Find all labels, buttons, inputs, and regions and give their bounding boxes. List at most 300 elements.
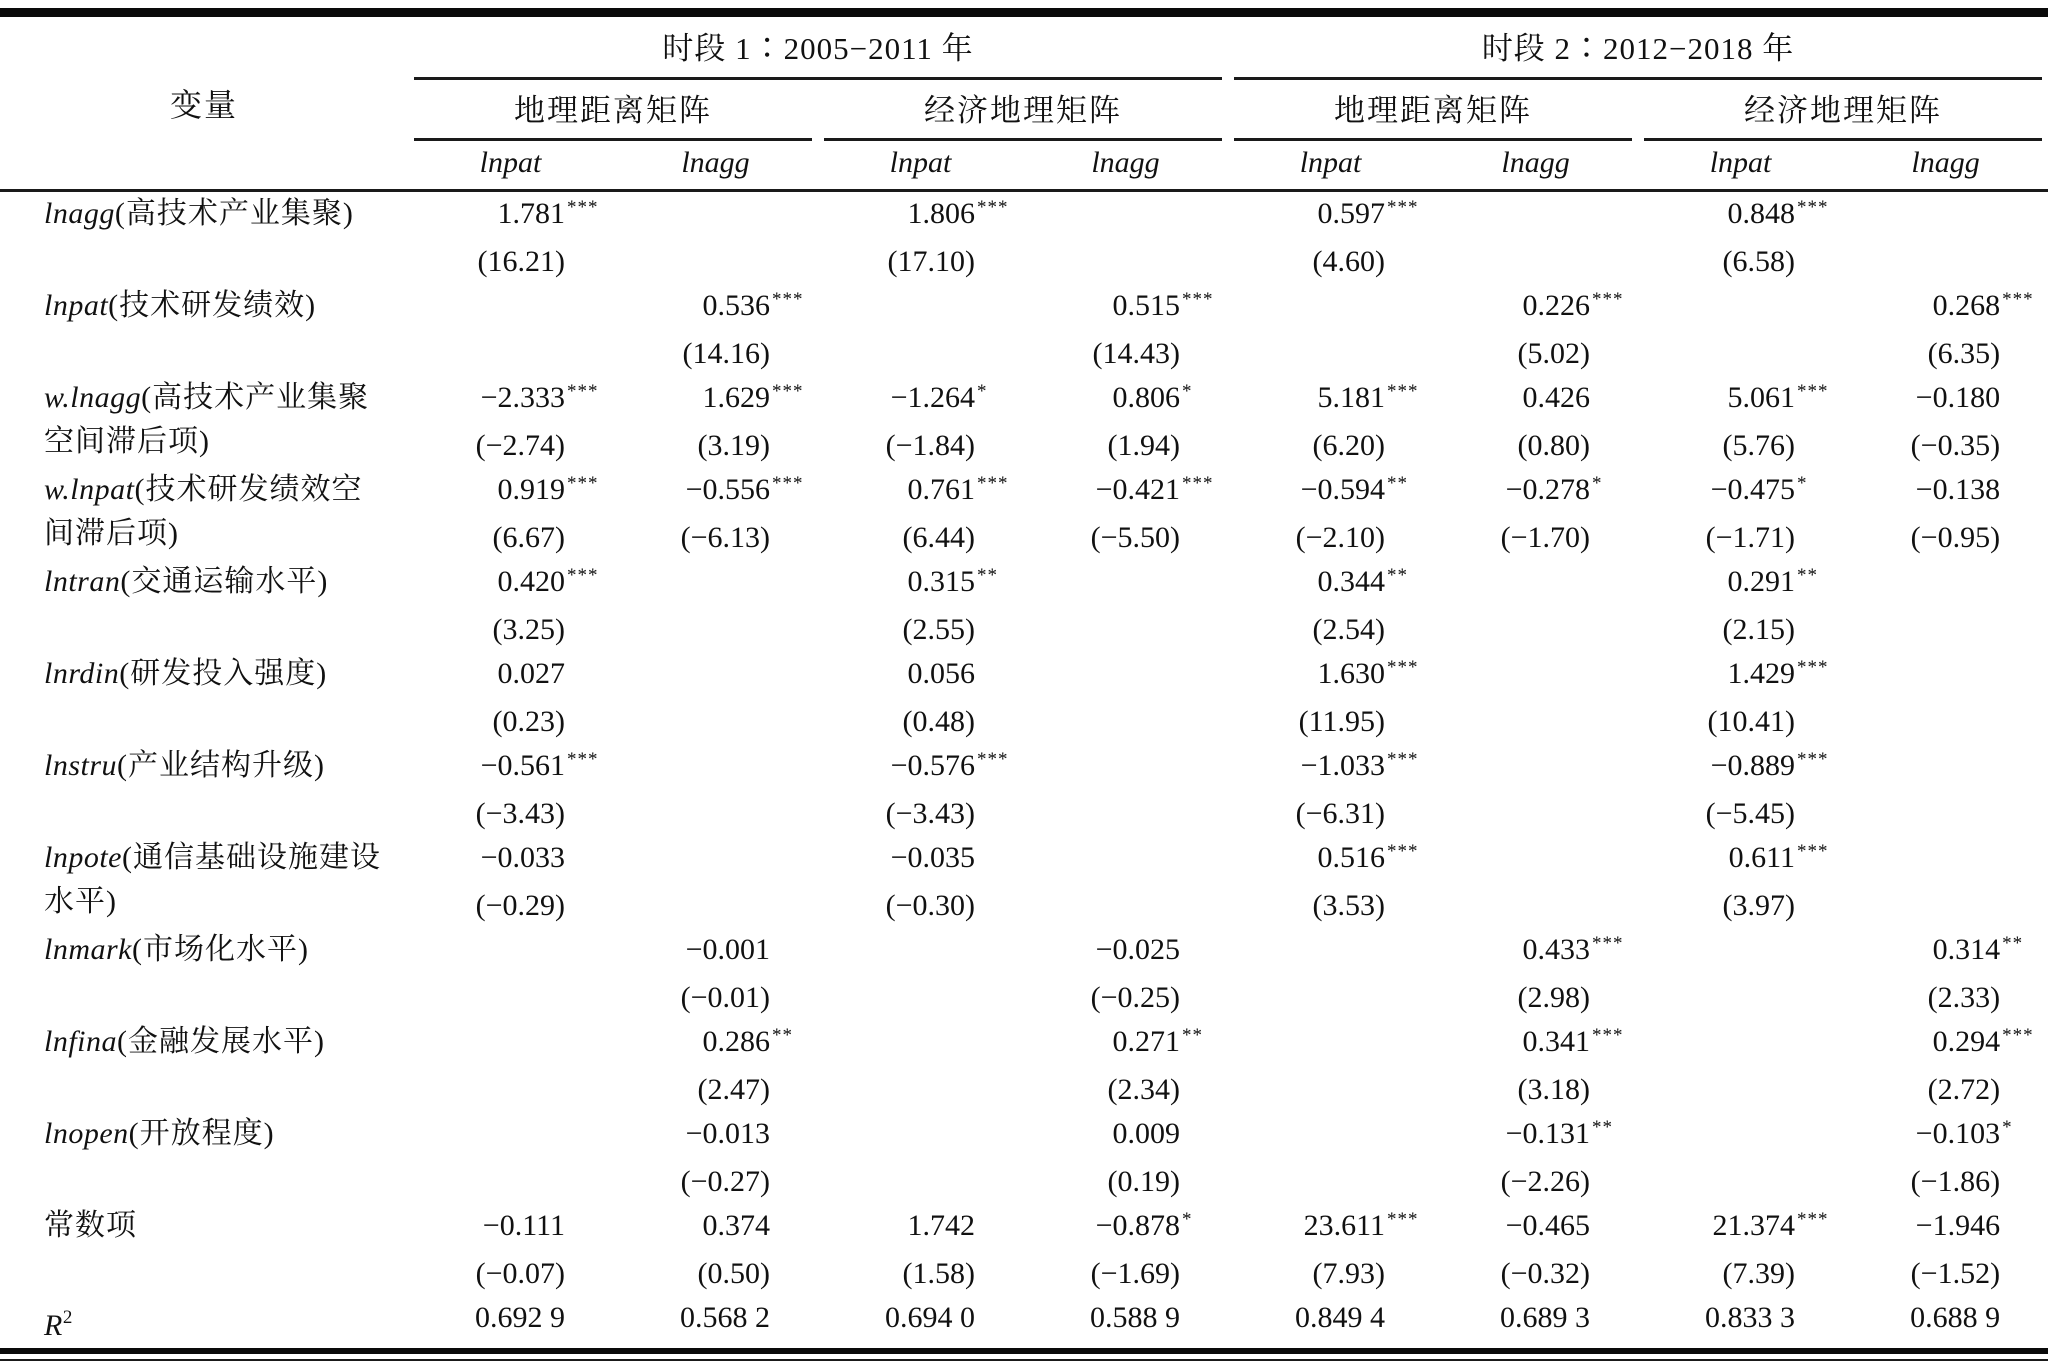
coef-cell: [1433, 191, 1638, 241]
significance-stars: ***: [567, 749, 599, 770]
tstat-value: (2.72): [1927, 1073, 2001, 1106]
coef-value: 1.429: [1727, 657, 1796, 690]
coef-value: 0.515: [1112, 289, 1181, 322]
tstat-value: (6.20): [1312, 429, 1386, 462]
tstat-value: (3.53): [1312, 889, 1386, 922]
coef-cell: [1843, 284, 2048, 332]
coef-value: −0.278: [1505, 473, 1591, 506]
coef-value: −0.103: [1915, 1117, 2001, 1150]
variable-name: w.lnpat: [44, 473, 135, 506]
tstat-cell: [1843, 1160, 2048, 1204]
variable-name: lnfina: [44, 1025, 118, 1058]
coef-value: 0.689 3: [1500, 1301, 1591, 1334]
coef-value: 0.341: [1522, 1025, 1591, 1058]
coef-cell: [818, 376, 1023, 424]
coef-value: −0.025: [1095, 933, 1181, 966]
coef-cell: [1023, 928, 1228, 976]
tstat-value: (−0.95): [1910, 521, 2001, 554]
coef-cell: [1433, 1112, 1638, 1160]
dep-var-header: lnagg: [1911, 146, 1980, 179]
tstat-cell: [408, 884, 613, 928]
coef-cell: [613, 1204, 818, 1252]
significance-stars: ***: [1387, 197, 1419, 218]
significance-stars: ***: [977, 473, 1009, 494]
coef-value: −2.333: [480, 381, 565, 414]
coef-cell: [613, 744, 818, 792]
coef-cell: [1228, 744, 1433, 792]
table-row: [0, 836, 2048, 884]
tstat-value: (14.16): [682, 337, 770, 370]
table-row: [0, 284, 2048, 332]
significance-stars: ***: [567, 381, 599, 402]
coef-cell: [1228, 191, 1433, 241]
coef-cell: [1433, 468, 1638, 516]
tstat-cell: [1843, 332, 2048, 376]
coef-cell: [408, 836, 613, 884]
coef-cell: [1228, 468, 1433, 516]
coef-cell: [408, 1020, 613, 1068]
table-row: [0, 1020, 2048, 1068]
coef-value: 1.742: [907, 1209, 975, 1242]
significance-stars: ***: [1387, 1209, 1419, 1230]
coef-cell: [1433, 284, 1638, 332]
coef-value: 0.568 2: [680, 1301, 770, 1334]
coef-value: 0.833 3: [1705, 1301, 1796, 1334]
coef-cell: [818, 1204, 1023, 1252]
coef-value: −0.035: [890, 841, 975, 874]
row-label: [0, 1296, 408, 1348]
significance-stars: ***: [567, 197, 599, 218]
row-label: [0, 744, 408, 836]
tstat-value: (2.98): [1517, 981, 1591, 1014]
label-superscript: 2: [62, 1307, 74, 1328]
tstat-cell: [1843, 516, 2048, 560]
dep-var-header: lnpat: [1299, 146, 1362, 179]
coef-cell: [613, 652, 818, 700]
tstat-value: (0.80): [1517, 429, 1591, 462]
significance-stars: ***: [772, 473, 804, 494]
tstat-cell: [1023, 700, 1228, 744]
tstat-cell: [408, 608, 613, 652]
coef-cell: [818, 1112, 1023, 1160]
dep-var-header: lnagg: [1091, 146, 1160, 179]
coef-cell: [613, 468, 818, 516]
significance-stars: ***: [977, 749, 1009, 770]
coef-value: 1.630: [1317, 657, 1386, 690]
p1-geo-matrix-header: [408, 80, 818, 141]
tstat-value: (−0.07): [475, 1257, 565, 1290]
coef-cell: [818, 1296, 1023, 1348]
coef-cell: [408, 560, 613, 608]
coef-cell: [1433, 560, 1638, 608]
period1-label: 时段 1∶2005−2011 年: [414, 17, 1222, 80]
coef-value: 0.294: [1932, 1025, 2001, 1058]
coef-cell: [1023, 1020, 1228, 1068]
coef-cell: [1638, 560, 1843, 608]
p1-eco-matrix-header: [818, 80, 1228, 141]
coef-value: −1.264: [890, 381, 975, 414]
variable-description: (开放程度): [128, 1117, 275, 1150]
coef-cell: [1843, 744, 2048, 792]
variable-name: lnpat: [44, 289, 109, 322]
coef-value: 0.597: [1317, 197, 1386, 230]
coef-cell: [1638, 191, 1843, 241]
tstat-cell: [1638, 1068, 1843, 1112]
tstat-value: (−5.45): [1705, 797, 1796, 830]
row-label: [0, 560, 408, 652]
coef-cell: [1228, 376, 1433, 424]
significance-stars: *: [977, 381, 988, 402]
coef-cell: [1023, 284, 1228, 332]
variable-name: R: [44, 1309, 63, 1342]
significance-stars: ***: [977, 197, 1009, 218]
coef-cell: [818, 836, 1023, 884]
significance-stars: *: [1182, 381, 1193, 402]
tstat-value: (6.44): [902, 521, 975, 554]
tstat-cell: [818, 1252, 1023, 1296]
tstat-value: (3.18): [1517, 1073, 1591, 1106]
coef-value: −1.033: [1300, 749, 1386, 782]
row-label: [0, 1020, 408, 1112]
tstat-value: (6.35): [1927, 337, 2001, 370]
tstat-cell: [613, 700, 818, 744]
tstat-value: (17.10): [887, 245, 975, 278]
coef-cell: [1023, 836, 1228, 884]
significance-stars: **: [1387, 473, 1409, 494]
coef-value: 0.315: [907, 565, 975, 598]
row-label: [0, 376, 408, 468]
significance-stars: ***: [1592, 1025, 1624, 1046]
coef-value: 0.291: [1727, 565, 1796, 598]
coef-value: 0.761: [907, 473, 975, 506]
tstat-cell: [1023, 516, 1228, 560]
tstat-value: (−0.35): [1910, 429, 2001, 462]
tstat-cell: [1843, 1252, 2048, 1296]
period2-header: [1228, 13, 2048, 81]
coef-value: 5.061: [1727, 381, 1796, 414]
tstat-cell: [1638, 884, 1843, 928]
significance-stars: *: [1592, 473, 1603, 494]
coef-cell: [408, 652, 613, 700]
tstat-cell: [1433, 608, 1638, 652]
p2-geo-matrix-header: [1228, 80, 1638, 141]
coef-cell: [1433, 744, 1638, 792]
table-row: [0, 468, 2048, 516]
coef-value: 0.056: [907, 657, 975, 690]
coef-value: 23.611: [1303, 1209, 1386, 1242]
coef-value: −1.946: [1915, 1209, 2001, 1242]
tstat-value: (−1.69): [1090, 1257, 1181, 1290]
significance-stars: ***: [1797, 381, 1829, 402]
coef-cell: [818, 284, 1023, 332]
period2-label: 时段 2∶2012−2018 年: [1234, 17, 2042, 80]
coef-cell: [1023, 1112, 1228, 1160]
variable-description: 常数项: [44, 1209, 137, 1242]
coef-cell: [818, 744, 1023, 792]
tstat-value: (−6.31): [1295, 797, 1386, 830]
variable-description: (金融发展水平): [117, 1025, 325, 1058]
tstat-value: (0.23): [492, 705, 565, 738]
tstat-cell: [613, 1160, 818, 1204]
coef-cell: [613, 284, 818, 332]
coef-value: 0.271: [1112, 1025, 1181, 1058]
variable-name: w.lnagg: [44, 381, 142, 414]
coef-cell: [818, 928, 1023, 976]
coef-cell: [1843, 376, 2048, 424]
coef-cell: [818, 191, 1023, 241]
tstat-value: (4.60): [1312, 245, 1386, 278]
coef-value: 0.433: [1522, 933, 1591, 966]
significance-stars: ***: [1797, 197, 1829, 218]
coef-value: 0.286: [702, 1025, 770, 1058]
significance-stars: *: [1797, 473, 1808, 494]
significance-stars: ***: [772, 289, 804, 310]
coef-cell: [613, 560, 818, 608]
significance-stars: ***: [1182, 289, 1214, 310]
tstat-value: (6.58): [1722, 245, 1796, 278]
tstat-cell: [408, 976, 613, 1020]
tstat-value: (2.55): [902, 613, 975, 646]
coef-cell: [1023, 744, 1228, 792]
table-header: [0, 13, 2048, 191]
coef-cell: [1433, 1296, 1638, 1348]
coef-cell: [1228, 1112, 1433, 1160]
coef-cell: [1023, 1296, 1228, 1348]
coef-value: 0.516: [1317, 841, 1386, 874]
variable-description: (研发投入强度): [119, 657, 328, 690]
tstat-cell: [1433, 700, 1638, 744]
tstat-value: (0.48): [902, 705, 975, 738]
coef-cell: [1843, 191, 2048, 241]
tstat-value: (2.33): [1927, 981, 2001, 1014]
coef-value: −0.001: [685, 933, 770, 966]
tstat-cell: [613, 1068, 818, 1112]
tstat-value: (7.93): [1312, 1257, 1386, 1290]
coef-cell: [1638, 836, 1843, 884]
coef-cell: [613, 376, 818, 424]
variable-name: lnopen: [44, 1117, 129, 1150]
coef-cell: [1638, 284, 1843, 332]
coef-value: −0.111: [482, 1209, 565, 1242]
coef-cell: [613, 1112, 818, 1160]
row-label: [0, 468, 408, 560]
significance-stars: ***: [567, 565, 599, 586]
dep-var-header: lnagg: [681, 146, 750, 179]
coef-cell: [1843, 836, 2048, 884]
coef-cell: [1638, 1204, 1843, 1252]
tstat-value: (−3.43): [885, 797, 975, 830]
variable-name: lnstru: [44, 749, 118, 782]
significance-stars: **: [772, 1025, 793, 1046]
dep-var-header: lnpat: [479, 146, 542, 179]
row-label: [0, 1204, 408, 1296]
coef-cell: [1023, 652, 1228, 700]
table-row: [0, 191, 2048, 241]
tstat-value: (2.54): [1312, 613, 1386, 646]
tstat-value: (7.39): [1722, 1257, 1796, 1290]
tstat-value: (−1.84): [885, 429, 975, 462]
regression-table: [0, 8, 2048, 1348]
coef-cell: [1023, 376, 1228, 424]
coef-cell: [1638, 652, 1843, 700]
significance-stars: **: [2002, 933, 2024, 954]
coef-cell: [1638, 744, 1843, 792]
tstat-cell: [613, 884, 818, 928]
coef-value: 1.781: [497, 197, 565, 230]
tstat-cell: [408, 240, 613, 284]
coef-cell: [1023, 1204, 1228, 1252]
tstat-value: (1.94): [1107, 429, 1181, 462]
tstat-cell: [1433, 1160, 1638, 1204]
coef-value: 0.848: [1727, 197, 1796, 230]
tstat-value: (−3.43): [475, 797, 565, 830]
significance-stars: ***: [1797, 749, 1829, 770]
coef-value: 0.226: [1522, 289, 1591, 322]
tstat-cell: [818, 608, 1023, 652]
coef-cell: [1228, 284, 1433, 332]
coef-value: −0.465: [1505, 1209, 1591, 1242]
tstat-value: (2.15): [1722, 613, 1796, 646]
variable-description: (交通运输水平): [120, 565, 329, 598]
tstat-cell: [1843, 700, 2048, 744]
tstat-cell: [1023, 1068, 1228, 1112]
dep-var-header: lnagg: [1501, 146, 1570, 179]
significance-stars: ***: [567, 473, 599, 494]
coef-cell: [1843, 1296, 2048, 1348]
coef-cell: [1228, 836, 1433, 884]
significance-stars: ***: [1387, 381, 1419, 402]
coef-value: −0.131: [1505, 1117, 1591, 1150]
tstat-cell: [1228, 240, 1433, 284]
coef-value: 1.806: [907, 197, 975, 230]
coef-cell: [1433, 928, 1638, 976]
significance-stars: ***: [2002, 289, 2034, 310]
coef-value: 0.806: [1112, 381, 1181, 414]
row-label: [0, 928, 408, 1020]
table-row: [0, 652, 2048, 700]
tstat-value: (−1.70): [1500, 521, 1591, 554]
coef-value: −0.594: [1300, 473, 1386, 506]
coef-cell: [1433, 652, 1638, 700]
coef-cell: [1433, 1204, 1638, 1252]
coef-value: −0.033: [480, 841, 565, 874]
variable-name: lntran: [44, 565, 121, 598]
tstat-value: (−0.29): [475, 889, 565, 922]
coef-value: 0.694 0: [885, 1301, 975, 1334]
eco-matrix-label: 经济地理矩阵: [824, 80, 1222, 141]
tstat-cell: [818, 792, 1023, 836]
coef-value: −0.421: [1095, 473, 1181, 506]
coef-cell: [408, 928, 613, 976]
coef-cell: [1228, 1296, 1433, 1348]
p2-eco-matrix-header: [1638, 80, 2048, 141]
tstat-cell: [1433, 516, 1638, 560]
variable-name: lnrdin: [44, 657, 120, 690]
tstat-value: (2.47): [697, 1073, 770, 1106]
tstat-value: (14.43): [1092, 337, 1181, 370]
coef-value: −0.013: [685, 1117, 770, 1150]
tstat-value: (16.21): [477, 245, 565, 278]
tstat-cell: [1433, 332, 1638, 376]
significance-stars: ***: [1592, 289, 1624, 310]
coef-cell: [818, 560, 1023, 608]
tstat-cell: [1023, 884, 1228, 928]
tstat-cell: [1023, 792, 1228, 836]
coef-value: 0.849 4: [1295, 1301, 1386, 1334]
coef-value: 0.692 9: [475, 1301, 565, 1334]
tstat-cell: [818, 884, 1023, 928]
variable-name: lnagg: [44, 197, 115, 230]
tstat-value: (−2.10): [1295, 521, 1386, 554]
coef-cell: [1843, 1020, 2048, 1068]
coef-cell: [1843, 560, 2048, 608]
variable-description: (技术研发绩效): [108, 289, 317, 322]
significance-stars: ***: [1387, 657, 1419, 678]
tstat-cell: [613, 608, 818, 652]
tstat-value: (−1.86): [1910, 1165, 2001, 1198]
coef-value: 0.314: [1932, 933, 2001, 966]
tstat-cell: [1638, 976, 1843, 1020]
coef-cell: [1638, 468, 1843, 516]
tstat-cell: [613, 1252, 818, 1296]
significance-stars: ***: [772, 381, 804, 402]
tstat-cell: [818, 976, 1023, 1020]
coef-value: 21.374: [1712, 1209, 1796, 1242]
tstat-cell: [1433, 792, 1638, 836]
coef-cell: [1843, 652, 2048, 700]
dep-var-header: lnpat: [889, 146, 952, 179]
tstat-cell: [1023, 1252, 1228, 1296]
table-row: [0, 1204, 2048, 1252]
significance-stars: **: [1387, 565, 1409, 586]
geo-matrix-label: 地理距离矩阵: [414, 80, 812, 141]
coef-value: 0.426: [1522, 381, 1591, 414]
tstat-value: (−0.01): [680, 981, 770, 1014]
tstat-cell: [1023, 608, 1228, 652]
tstat-cell: [818, 240, 1023, 284]
tstat-value: (11.95): [1298, 705, 1386, 738]
coef-value: −0.138: [1915, 473, 2001, 506]
variable-description: (高技术产业集聚空间滞后项): [44, 381, 370, 458]
tstat-cell: [818, 1160, 1023, 1204]
coef-value: −0.475: [1710, 473, 1796, 506]
table-row: [0, 928, 2048, 976]
tstat-value: (2.34): [1107, 1073, 1181, 1106]
tstat-cell: [1228, 884, 1433, 928]
coef-cell: [1638, 928, 1843, 976]
coef-value: 0.688 9: [1910, 1301, 2001, 1334]
coef-cell: [408, 284, 613, 332]
coef-cell: [1638, 1112, 1843, 1160]
variable-description: (技术研发绩效空间滞后项): [44, 473, 363, 550]
coef-cell: [613, 191, 818, 241]
variable-description: (产业结构升级): [117, 749, 326, 782]
significance-stars: ***: [1797, 657, 1829, 678]
coef-value: 5.181: [1317, 381, 1386, 414]
coef-cell: [1843, 1204, 2048, 1252]
tstat-cell: [1433, 1252, 1638, 1296]
coef-value: 0.611: [1728, 841, 1796, 874]
variable-column-header: 变量: [169, 87, 238, 123]
tstat-cell: [1638, 1252, 1843, 1296]
tstat-value: (3.25): [492, 613, 565, 646]
significance-stars: ***: [1387, 749, 1419, 770]
tstat-cell: [1638, 240, 1843, 284]
geo-matrix-label: 地理距离矩阵: [1234, 80, 1632, 141]
variable-description: (通信基础设施建设水平): [44, 841, 381, 918]
row-label: [0, 284, 408, 376]
tstat-value: (−0.32): [1500, 1257, 1591, 1290]
